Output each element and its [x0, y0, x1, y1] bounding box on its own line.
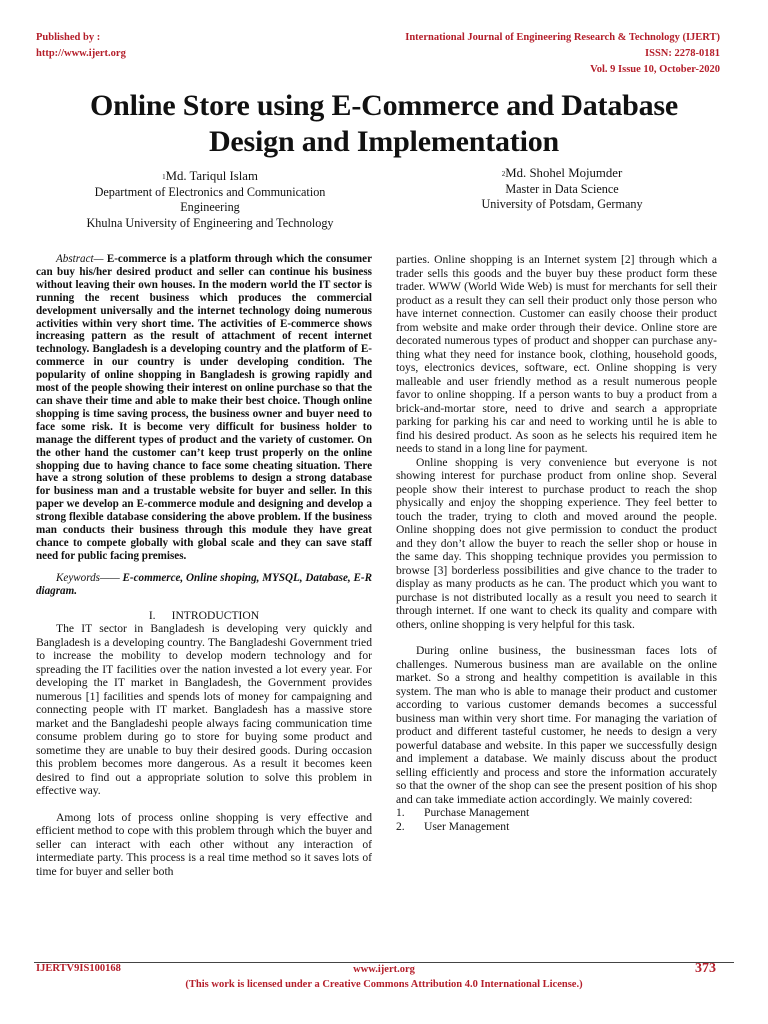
author-1-name: Md. Tariqul Islam — [165, 169, 258, 183]
author-1-affiliation-line-1: Department of Electronics and Communication — [94, 184, 326, 199]
section-number: I. — [148, 608, 156, 622]
paragraph: Online shopping is very convenience but everyone is not showing interest for purchase product from online shop. Several people show their interest to purchase product to reach the shop physically and enjoy the shopping experience. They feel better to touch the trader, trying to cloth and moved around the people. Online shopping does not give permission to conduct the product and they don’t allow the buyer to reach the seller shop or house in the same day. This shopping technique provides you permission to browse [3] borderless possibilities and give chance to the trader to display as many products as he can. The product which you want to purchase is not distributed locally as a result you need to search it through internet. If one want to check its quality and compare with others, online shopping is very helpful for this task. — [396, 455, 717, 631]
keywords — [36, 572, 372, 599]
author-2-affiliation-line-2: University of Potsdam, Germany — [481, 197, 643, 211]
paper-title-line-1: Online Store using E-Commerce and Database — [90, 89, 678, 122]
paper-title-line-2: Design and Implementation — [208, 125, 560, 158]
keywords-label: Keywords—— — [56, 571, 120, 584]
author-2-affiliation-line-1: Master in Data Science — [505, 181, 619, 196]
left-column — [36, 253, 372, 878]
covered-list — [396, 806, 717, 833]
keywords-text: E-commerce, Online shoping, MYSQL, Database, E-R diagram. — [36, 571, 372, 598]
abstract-label: Abstract— — [56, 253, 104, 265]
author-2-name: Md. Shohel Mojumder — [505, 166, 623, 180]
journal-block — [405, 30, 720, 78]
section-heading — [36, 609, 372, 623]
footer-url-link[interactable]: www.ijert.org — [353, 964, 415, 975]
journal-name: International Journal of Engineering Research & Technology (IJERT) — [405, 32, 720, 43]
page-number: 373 — [695, 961, 716, 976]
abstract — [36, 253, 372, 563]
footer-center — [0, 963, 768, 992]
paragraph: The IT sector in Bangladesh is developing very quickly and Bangladesh is a developing country. The Bangladeshi Government tried to increase the mobility to develop modern technology and for spreading the IT facilities over the nation invested a lot every year. For developing the IT market in Bangladesh, the Government provides numerous [1] facilities and spends lots of money for campaigning and connecting people with IT market. Bangladesh has a massive store market and the Bangladeshi people always facing communication time consume problem during go to store for buying some product and sometime they are unable to buy their desired goods. During occasion this problem becomes more dangerous. As a result it becomes keen desired to find out a appropriate solution to solve this problem in effective way. — [36, 622, 372, 798]
right-column — [396, 253, 717, 833]
paper-title — [40, 88, 728, 160]
section-title: INTRODUCTION — [171, 608, 260, 622]
author-1-affiliation-line-3: Khulna University of Engineering and Technology — [86, 215, 334, 230]
published-by-label: Published by : — [36, 32, 101, 43]
list-item-number: 2. — [396, 819, 405, 833]
list-item — [396, 806, 717, 820]
paragraph: During online business, the businessman faces lots of challenges. Numerous business man are available on the online market. So a strong and healthy competition is available in this system. The man who is able to manage their product and customer according to various customer demands becomes a successful business man within very short time. For managing the variation of product and different tasteful customer, he needs to design a very powerful database and website. In this paper we successfully design and implement a database. We mainly discuss about the product selling efficiently and process and store the information accurately so that the owner of the shop can see the present position of his shop and can take immediate action accordingly. We mainly covered: — [396, 644, 717, 806]
publisher-block — [36, 30, 126, 62]
author-2-block — [395, 166, 729, 213]
list-item-text: Purchase Management — [424, 806, 530, 819]
footer-paper-id: IJERTV9IS100168 — [36, 963, 121, 974]
journal-issn: ISSN: 2278-0181 — [645, 48, 720, 59]
list-item-text: User Management — [424, 819, 510, 833]
footer-license: (This work is licensed under a Creative Commons Attribution 4.0 International License.) — [185, 978, 583, 990]
list-item — [396, 820, 717, 834]
author-2-sup: 2 — [501, 170, 506, 178]
author-1-sup: 1 — [162, 173, 166, 181]
journal-volume: Vol. 9 Issue 10, October-2020 — [590, 64, 720, 75]
publisher-url-link[interactable]: http://www.ijert.org — [36, 48, 126, 59]
paragraph: parties. Online shopping is an Internet system [2] through which a trader sells this goods and the buyer buy these product form these trader. WWW (World Wide Web) is must for merchants for sell their product as a result they can sell their product only those person who have internet connection. Customer can easily choose their product from website and make order through their device. Online store are decorated numerous types of product and shopper can purchase any-thing what they need for instance book, clothing, household goods, toys, electronics devices, software, ect. Online shopping is very malleable and user friendly method as a result numerous people favor to online shopping. If a person wants to buy a product from a brick-and-mortar store, need to drive and search a appropriate parking for parking his car and need to working until he is able to find his desired product. As soon as he selects his required item he needs to stand in a long line for payment. — [396, 253, 717, 455]
abstract-text: E-commerce is a platform through which the consumer can buy his/her desired product and seller can continue his business without leaving their own houses. In the modern world the IT sector is running the recent business which produces the commercial development universally and the internet technology doing numerous activities within very short time. The activities of E-commerce shows increasing pattern as the result of attachment of recent internet technology. Bangladesh is a developing country and the platform of E-commerce in our country is under developing condition. The popularity of online shopping in Bangladesh is growing rapidly and most of the people showing their interest on online purchase so that the can shave their time and able to make their best choice. Though online shopping is time saving process, the business owner and buyer need to face some risk. It is become very difficult for business holder to manage the different types of product and the variety of customer. On the other hand the customer can’t keep trust properly on the online shopping due to having chance to face some cheating situation. There have a strong solution of these problems to design a strong database for business man and a trustable website for buyer and seller. In this paper we develop an E-commerce module and designing and develop a strong flexible database considering the above problem. If the business man conducts their business through this module they have great chance to compete globally with global scale and they can save staff need for public facing premises. — [36, 253, 372, 562]
list-item-number: 1. — [396, 806, 405, 819]
author-1-block — [40, 169, 380, 231]
author-1-affiliation-line-2: Engineering — [180, 200, 240, 214]
paragraph: Among lots of process online shopping is very effective and efficient method to cope with this problem through which the buyer and seller can interact with each other without any interaction of intermediate party. This process is a real time method so it saves lots of time for buyer and seller both — [36, 810, 372, 878]
